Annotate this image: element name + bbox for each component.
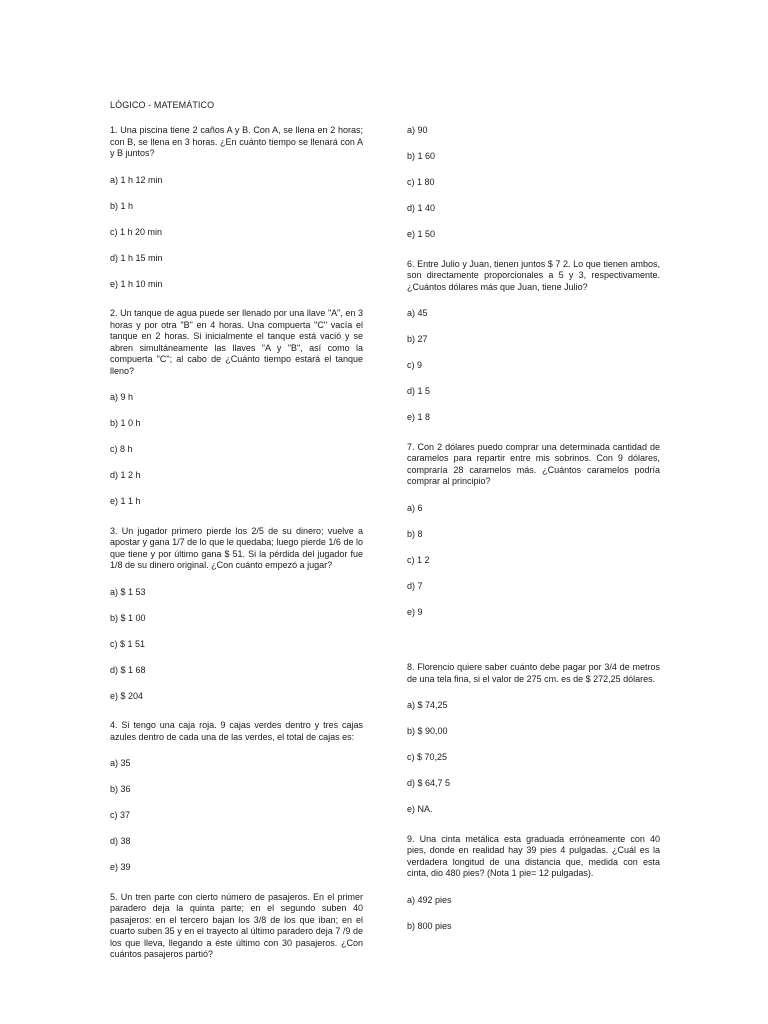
option: c) 9 [407,360,423,370]
question-5 [110,892,363,961]
option: d) 1 h 15 min [110,252,163,263]
question-5-options [407,125,660,241]
option: d) 1 2 h [110,470,141,480]
option: e) 39 [110,862,131,872]
question-text: 5. Un tren parte con cierto número de pasajeros. En el primer paradero deja la quinta parte; en el segundo suben 40 pasajeros: en el tercero bajan los 3/8 de los que iban; en el cuarto suben 35 y en el trayecto al último paradero deja 7 /9 de los que lleva, llegando a éste último con 30 pasajeros. ¿Con cuántos pasajeros partió? [110,891,363,959]
right-column [407,125,660,947]
question-text: 4. Si tengo una caja roja. 9 cajas verdes dentro y tres cajas azules dentro de cada una de las verdes, el total de cajas es: [110,720,363,742]
option: a) 90 [407,125,428,135]
option: d) 1 40 [407,203,436,213]
option: a) 9 h [110,392,134,402]
option: d) 38 [110,836,131,846]
question-text: 6. Entre Julio y Juan, tienen juntos $ 7 2. Lo que tienen ambos, son directamente proporcionales a 5 y 3, respectivamente. ¿Cuántos dólares más que Juan, tiene Julio? [407,258,660,292]
question-3 [110,526,363,703]
option: c) $ 1 51 [110,638,146,649]
option: a) 35 [110,758,131,768]
option: d) 1 5 [407,386,431,396]
question-text: 3. Un jugador primero pierde los 2/5 de su dinero; vuelve a apostar y gana 1/7 de lo que le quedaba; luego pierde 1/6 de lo que tiene y por último gana $ 51. Si la pérdida del jugador fue 1/8 de su dinero original. ¿Con cuánto empezó a jugar? [110,525,363,570]
option: b) 8 [407,528,423,539]
option: a) 6 [407,502,423,513]
option: e) 1 h 10 min [110,278,163,289]
option: a) 1 h 12 min [110,174,163,185]
option: e) NA. [407,804,433,814]
option: b) 800 pies [407,920,452,931]
question-9 [407,834,660,933]
option: e) 1 50 [407,229,436,239]
option: c) $ 70,25 [407,752,448,762]
option: d) $ 1 68 [110,664,146,675]
question-1 [110,125,363,290]
question-7 [407,442,660,619]
option: a) $ 74,25 [407,700,448,710]
question-text: 2. Un tanque de agua puede ser llenado por una llave "A", en 3 horas y por otra "B" en 4 horas. Una compuerta "C" vacía el tanque en 2 horas. Si inicialmente el tanque está vació y se abren simultáneamente las llaves "A y "B", así como la compuerta "C"; al cabo de ¿Cuánto tiempo estará el tanque lleno? [110,308,363,376]
option: c) 1 2 [407,554,430,565]
option: e) $ 204 [110,690,144,701]
question-8 [407,662,660,816]
option: c) 1 80 [407,177,435,187]
document-title: LÓGICO - MATEMÁTICO [110,100,215,110]
option: a) 45 [407,308,428,318]
option: d) 7 [407,580,423,591]
option: c) 37 [110,810,131,820]
option: e) 1 1 h [110,496,141,506]
option: b) 1 0 h [110,418,141,428]
option: a) $ 1 53 [110,586,146,597]
option: b) $ 90,00 [407,726,448,736]
option: b) $ 1 00 [110,612,146,623]
option: e) 9 [407,606,423,617]
question-text: 1. Una piscina tiene 2 caños A y B. Con A, se llena en 2 horas; con B, se llena en 3 horas. ¿En cuánto tiempo se llenará con A y B juntos? [110,125,363,158]
option: b) 1 60 [407,151,436,161]
option: b) 27 [407,334,428,344]
option: b) 1 h [110,200,134,211]
question-text: 8. Florencio quiere saber cuánto debe pagar por 3/4 de metros de una tela fina, si el valor de 275 cm. es de $ 272,25 dólares. [407,662,660,684]
question-4 [110,720,363,874]
left-column [110,125,363,976]
option: b) 36 [110,784,131,794]
question-text: 9. Una cinta metálica esta graduada erróneamente con 40 pies, donde en realidad hay 39 pies 4 pulgadas. ¿Cuál es la verdadera longitud de una distancia que, medida con esta cinta, dio 480 pies? (Nota 1 pie= 12 pulgadas). [407,833,660,878]
option: c) 1 h 20 min [110,226,163,237]
question-text: 7. Con 2 dólares puedo comprar una determinada cantidad de caramelos para repartir entre mis sobrinos. Con 9 dólares, compraría 28 caramelos más. ¿Cuántos caramelos podría comprar al principio? [407,441,660,486]
option: a) 492 pies [407,894,452,905]
option: e) 1 8 [407,412,431,422]
option: d) $ 64,7 5 [407,778,451,788]
question-2 [110,308,363,508]
question-6 [407,259,660,424]
option: c) 8 h [110,444,133,454]
